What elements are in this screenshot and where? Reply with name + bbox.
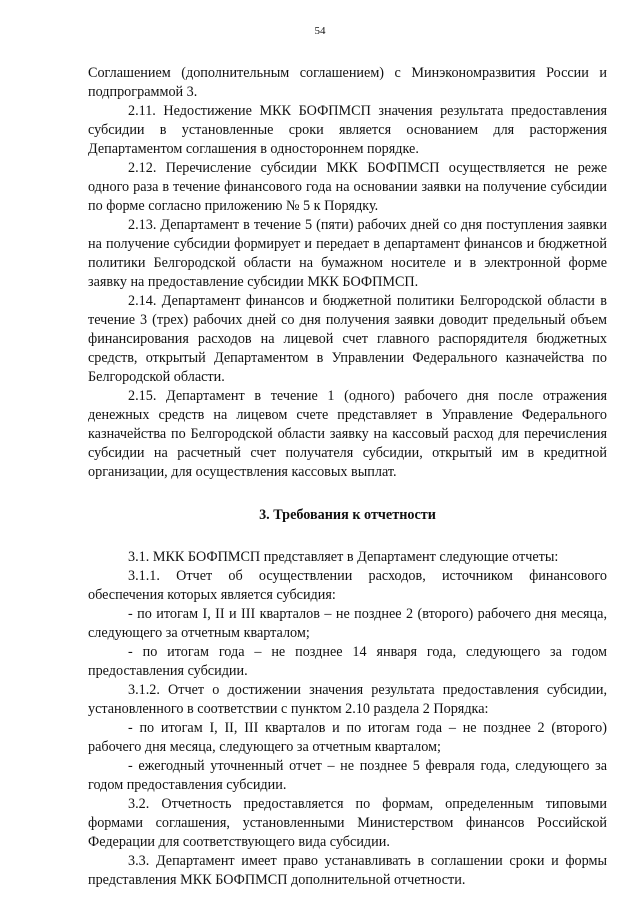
paragraph-2-11: 2.11. Недостижение МКК БОФПМСП значения результата предоставления субсидии в установленные сроки является основанием для расторжения Департаментом соглашения в одностороннем порядке. <box>88 103 607 157</box>
list-item-quarterly: - по итогам I, II и III кварталов – не позднее 2 (второго) рабочего дня месяца, следующего за отчетным кварталом; <box>88 606 607 641</box>
paragraph-3-2: 3.2. Отчетность предоставляется по формам, определенным типовыми формами соглашения, установленными Министерством финансов Российской Федерации для соответствующего вида субсидии. <box>88 796 607 850</box>
paragraph-3-1-1: 3.1.1. Отчет об осуществлении расходов, источником финансового обеспечения которых является субсидия: <box>88 568 607 603</box>
list-item-yearly: - по итогам года – не позднее 14 января года, следующего за годом предоставления субсидии. <box>88 644 607 679</box>
document-body <box>88 64 607 890</box>
section-heading: 3. Требования к отчетности <box>259 507 436 523</box>
page-number: 54 <box>314 25 326 37</box>
paragraph-continuation: Соглашением (дополнительным соглашением) с Минэкономразвития России и подпрограммой 3. <box>88 65 607 100</box>
list-item-quarterly-result: - по итогам I, II, III кварталов и по итогам года – не позднее 2 (второго) рабочего дня месяца, следующего за отчетным кварталом; <box>88 720 607 755</box>
paragraph-2-14: 2.14. Департамент финансов и бюджетной политики Белгородской области в течение 3 (трех) рабочих дней со дня получения заявки доводит предельный объем финансирования расходов на лицевой счет главного распорядителя бюджетных средств, открытый Департаментом в Управлении Федерального казначейства по Белгородской области. <box>88 293 607 385</box>
paragraph-2-15: 2.15. Департамент в течение 1 (одного) рабочего дня после отражения денежных средств на лицевом счете представляет в Управление Федерального казначейства по Белгородской области заявку на кассовый расход для перечисления субсидии на расчетный счет получателя субсидии, открытый им в кредитной организации, для осуществления кассовых выплат. <box>88 388 607 480</box>
paragraph-3-1-2: 3.1.2. Отчет о достижении значения результата предоставления субсидии, установленного в соответствии с пунктом 2.10 раздела 2 Порядка: <box>88 682 607 717</box>
paragraph-2-12: 2.12. Перечисление субсидии МКК БОФПМСП осуществляется не реже одного раза в течение финансового года на основании заявки на получение субсидии по форме согласно приложению № 5 к Порядку. <box>88 160 607 214</box>
paragraph-3-3: 3.3. Департамент имеет право устанавливать в соглашении сроки и формы представления МКК БОФПМСП дополнительной отчетности. <box>88 853 607 888</box>
paragraph-2-13: 2.13. Департамент в течение 5 (пяти) рабочих дней со дня поступления заявки на получение субсидии формирует и передает в департамент финансов и бюджетной политики Белгородской области на бумажном носителе и в электронной форме заявку на предоставление субсидии МКК БОФПМСП. <box>88 217 607 290</box>
list-item-annual-refined: - ежегодный уточненный отчет – не позднее 5 февраля года, следующего за годом предоставления субсидии. <box>88 758 607 793</box>
paragraph-3-1: 3.1. МКК БОФПМСП представляет в Департамент следующие отчеты: <box>128 549 559 565</box>
